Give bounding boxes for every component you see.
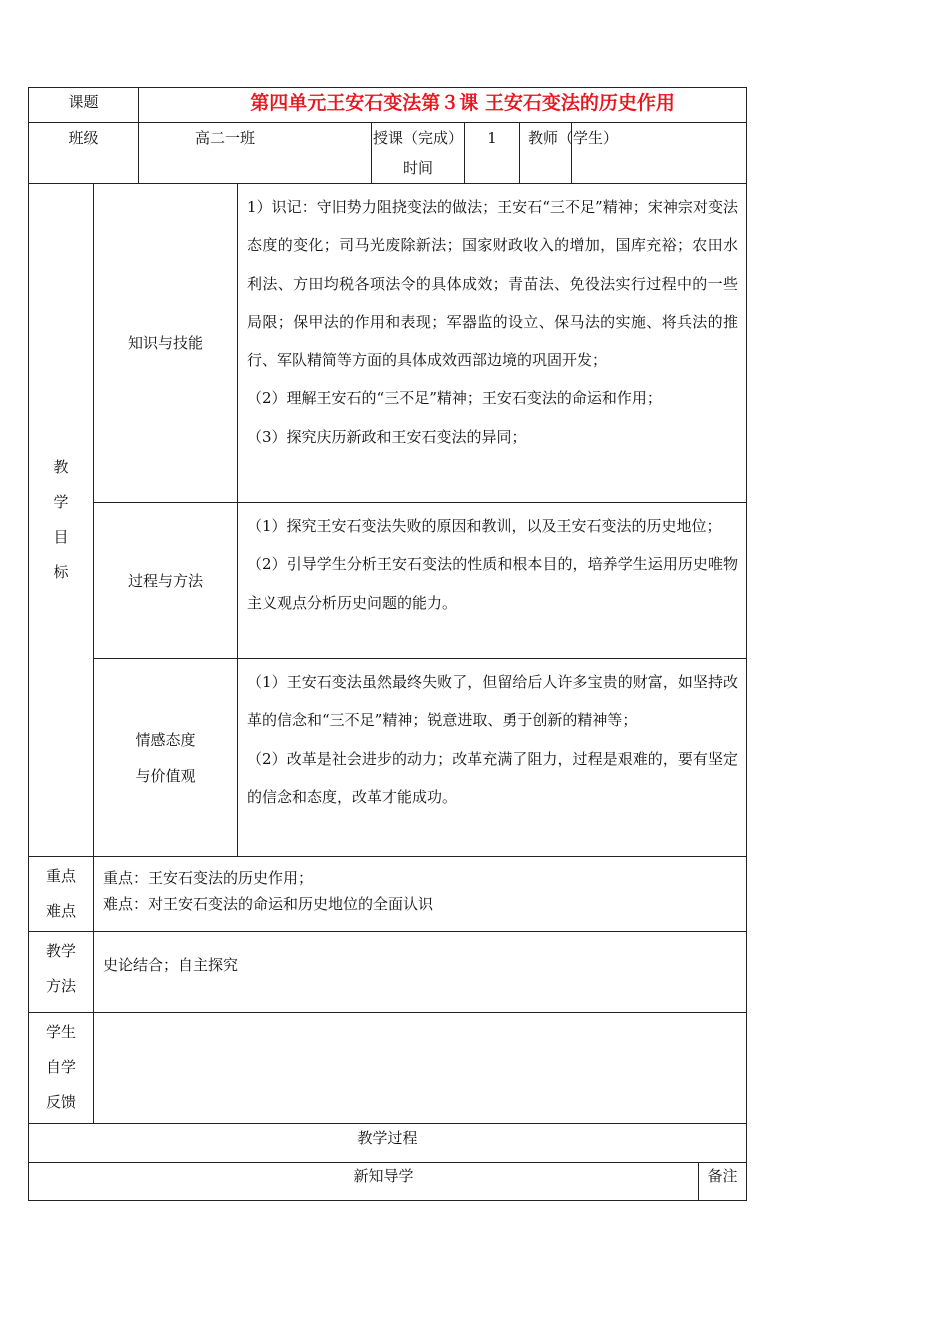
emotion-line: （2）改革是社会进步的动力；改革充满了阻力，过程是艰难的，要有坚定的信念和态度，改革才能成功。 bbox=[247, 749, 739, 806]
feedback-value bbox=[94, 1013, 747, 1124]
class-info-row bbox=[29, 123, 747, 184]
knowledge-line: （2）理解王安石的“三不足”精神；王安石变法的命运和作用； bbox=[247, 389, 662, 408]
feedback-label-line: 自学 bbox=[45, 1058, 76, 1076]
lesson-plan-table bbox=[28, 87, 747, 1201]
emotion-label bbox=[94, 659, 238, 857]
objectives-char: 标 bbox=[53, 563, 69, 581]
new-knowledge-label: 新知导学 bbox=[29, 1163, 699, 1201]
process-line: （1）探究王安石变法失败的原因和教训，以及王安石变法的历史地位； bbox=[247, 517, 722, 535]
objectives-label bbox=[29, 184, 94, 857]
methods-label-line: 教学 bbox=[45, 942, 76, 960]
knowledge-content bbox=[238, 184, 747, 503]
topic-label: 课题 bbox=[29, 88, 139, 123]
class-label: 班级 bbox=[29, 123, 139, 184]
key-points-label-line: 难点 bbox=[45, 902, 76, 920]
objective-emotion-row bbox=[29, 659, 747, 857]
process-label: 过程与方法 bbox=[94, 503, 238, 659]
methods-label bbox=[29, 932, 94, 1013]
topic-row bbox=[29, 88, 747, 123]
knowledge-line: 1）识记：守旧势力阻挠变法的做法；王安石“三不足”精神；宋神宗对变法态度的变化；司马光废除新法；国家财政收入的增加，国库充裕；农田水利法、方田均税各项法令的具体成效；青苗法、免役法实行过程中的一些局限；保甲法的作用和表现；军器监的设立、保马法的实施、将兵法的推行、军队精简等方面的具体成效西部边境的巩固开发； bbox=[247, 198, 739, 370]
emotion-label-line: 情感态度 bbox=[135, 730, 196, 749]
teacher-label: 教师（学生） bbox=[520, 123, 572, 184]
feedback-label-line: 反馈 bbox=[45, 1093, 76, 1111]
key-point-focus: 重点：王安石变法的历史作用； bbox=[103, 869, 314, 887]
knowledge-line: （3）探究庆历新政和王安石变法的异同； bbox=[247, 427, 527, 446]
emotion-label-line: 与价值观 bbox=[135, 766, 196, 785]
key-points-label bbox=[29, 857, 94, 932]
teaching-process-title: 教学过程 bbox=[29, 1124, 747, 1163]
class-value: 高二一班 bbox=[139, 123, 372, 184]
lesson-title: 第四单元王安石变法第３课 王安石变法的历史作用 bbox=[139, 88, 747, 123]
objective-knowledge-row bbox=[29, 184, 747, 503]
time-label: 授课（完成）时间 bbox=[372, 123, 465, 184]
remarks-label: 备注 bbox=[699, 1163, 747, 1201]
teaching-process-row bbox=[29, 1124, 747, 1163]
methods-label-line: 方法 bbox=[45, 977, 76, 995]
key-points-label-line: 重点 bbox=[45, 867, 76, 885]
key-point-difficulty: 难点：对王安石变法的命运和历史地位的全面认识 bbox=[103, 895, 434, 913]
emotion-content bbox=[238, 659, 747, 857]
methods-value: 史论结合；自主探究 bbox=[94, 932, 747, 1013]
methods-row bbox=[29, 932, 747, 1013]
process-content bbox=[238, 503, 747, 659]
objective-process-row bbox=[29, 503, 747, 659]
key-points-content bbox=[94, 857, 747, 932]
feedback-label bbox=[29, 1013, 94, 1124]
time-value: 1 bbox=[465, 123, 520, 184]
lesson-plan bbox=[28, 87, 746, 1201]
objectives-char: 教 bbox=[53, 458, 69, 476]
objectives-char: 学 bbox=[53, 493, 69, 511]
knowledge-label: 知识与技能 bbox=[94, 184, 238, 503]
key-points-row bbox=[29, 857, 747, 932]
objectives-char: 目 bbox=[53, 528, 69, 546]
feedback-row bbox=[29, 1013, 747, 1124]
feedback-label-line: 学生 bbox=[45, 1023, 76, 1041]
process-line: （2）引导学生分析王安石变法的性质和根本目的，培养学生运用历史唯物主义观点分析历史问题的能力。 bbox=[247, 555, 739, 612]
emotion-line: （1）王安石变法虽然最终失败了，但留给后人许多宝贵的财富，如坚持改革的信念和“三不足”精神；锐意进取、勇于创新的精神等； bbox=[247, 673, 739, 730]
new-knowledge-row bbox=[29, 1163, 747, 1201]
